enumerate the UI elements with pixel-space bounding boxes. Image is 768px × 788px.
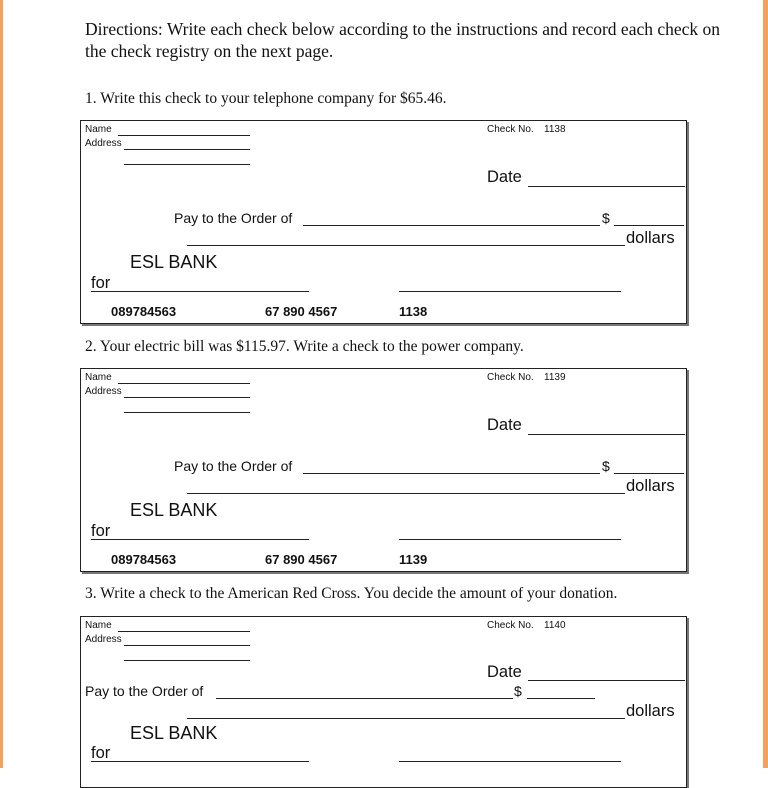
memo-line[interactable] xyxy=(91,761,309,762)
routing-number: 089784563 xyxy=(111,304,177,319)
pay-to-label: Pay to the Order of xyxy=(174,458,293,474)
signature-line[interactable] xyxy=(399,761,621,762)
address-line-1[interactable] xyxy=(124,397,250,398)
date-line[interactable] xyxy=(528,186,685,187)
written-amount-line[interactable] xyxy=(187,245,625,246)
date-line[interactable] xyxy=(528,680,685,681)
check-no-label: Check No. xyxy=(487,124,534,135)
address-label: Address xyxy=(85,386,122,397)
amount-line[interactable] xyxy=(614,473,684,474)
instruction-2: 2. Your electric bill was $115.97. Write a check to the power company. xyxy=(85,338,524,355)
check-3 xyxy=(80,616,687,788)
date-label: Date xyxy=(487,168,522,186)
bank-name: ESL BANK xyxy=(130,723,218,743)
amount-line[interactable] xyxy=(614,225,684,226)
signature-line[interactable] xyxy=(399,291,621,292)
instruction-1: 1. Write this check to your telephone company for $65.46. xyxy=(85,90,447,107)
instruction-3: 3. Write a check to the American Red Cross. You decide the amount of your donation. xyxy=(85,585,618,602)
check-no-label: Check No. xyxy=(487,372,534,383)
address-line-2[interactable] xyxy=(124,164,250,165)
pay-to-label: Pay to the Order of xyxy=(174,210,293,226)
name-label: Name xyxy=(85,124,112,135)
dollar-sign: $ xyxy=(602,458,610,474)
written-amount-line[interactable] xyxy=(187,493,625,494)
dollar-sign: $ xyxy=(602,210,610,226)
name-label: Name xyxy=(85,372,112,383)
bank-name: ESL BANK xyxy=(130,500,218,520)
address-line-1[interactable] xyxy=(124,149,250,150)
micr-check-number: 1138 xyxy=(399,304,428,319)
micr-check-number: 1139 xyxy=(399,552,428,567)
address-line-2[interactable] xyxy=(124,660,250,661)
address-line-2[interactable] xyxy=(124,412,250,413)
account-number: 67 890 4567 xyxy=(265,304,338,319)
directions-text: Directions: Write each check below according to the instructions and record each check on the check registry on the next page. xyxy=(85,19,721,61)
written-amount-line[interactable] xyxy=(187,718,625,719)
check-no-label: Check No. xyxy=(487,620,534,631)
for-label: for xyxy=(91,274,111,292)
name-label: Name xyxy=(85,620,112,631)
check-1 xyxy=(80,120,687,324)
address-line-1[interactable] xyxy=(124,645,250,646)
address-label: Address xyxy=(85,634,122,645)
for-label: for xyxy=(91,522,111,540)
name-line[interactable] xyxy=(118,135,250,136)
check-no-value: 1138 xyxy=(544,124,566,135)
signature-line[interactable] xyxy=(399,539,621,540)
date-label: Date xyxy=(487,663,522,681)
account-number: 67 890 4567 xyxy=(265,552,338,567)
check-no-value: 1140 xyxy=(544,620,566,631)
payee-line[interactable] xyxy=(303,473,600,474)
date-line[interactable] xyxy=(528,434,685,435)
dollar-sign: $ xyxy=(514,683,522,699)
memo-line[interactable] xyxy=(91,291,309,292)
date-label: Date xyxy=(487,416,522,434)
dollars-label: dollars xyxy=(626,477,675,495)
amount-line[interactable] xyxy=(527,698,595,699)
payee-line[interactable] xyxy=(216,698,513,699)
dollars-label: dollars xyxy=(626,702,675,720)
address-label: Address xyxy=(85,138,122,149)
memo-line[interactable] xyxy=(91,539,309,540)
dollars-label: dollars xyxy=(626,229,675,247)
pay-to-label: Pay to the Order of xyxy=(85,683,204,699)
for-label: for xyxy=(91,744,111,762)
routing-number: 089784563 xyxy=(111,552,177,567)
name-line[interactable] xyxy=(118,631,250,632)
payee-line[interactable] xyxy=(303,225,600,226)
check-no-value: 1139 xyxy=(544,372,566,383)
bank-name: ESL BANK xyxy=(130,252,218,272)
name-line[interactable] xyxy=(118,383,250,384)
check-2 xyxy=(80,368,687,572)
